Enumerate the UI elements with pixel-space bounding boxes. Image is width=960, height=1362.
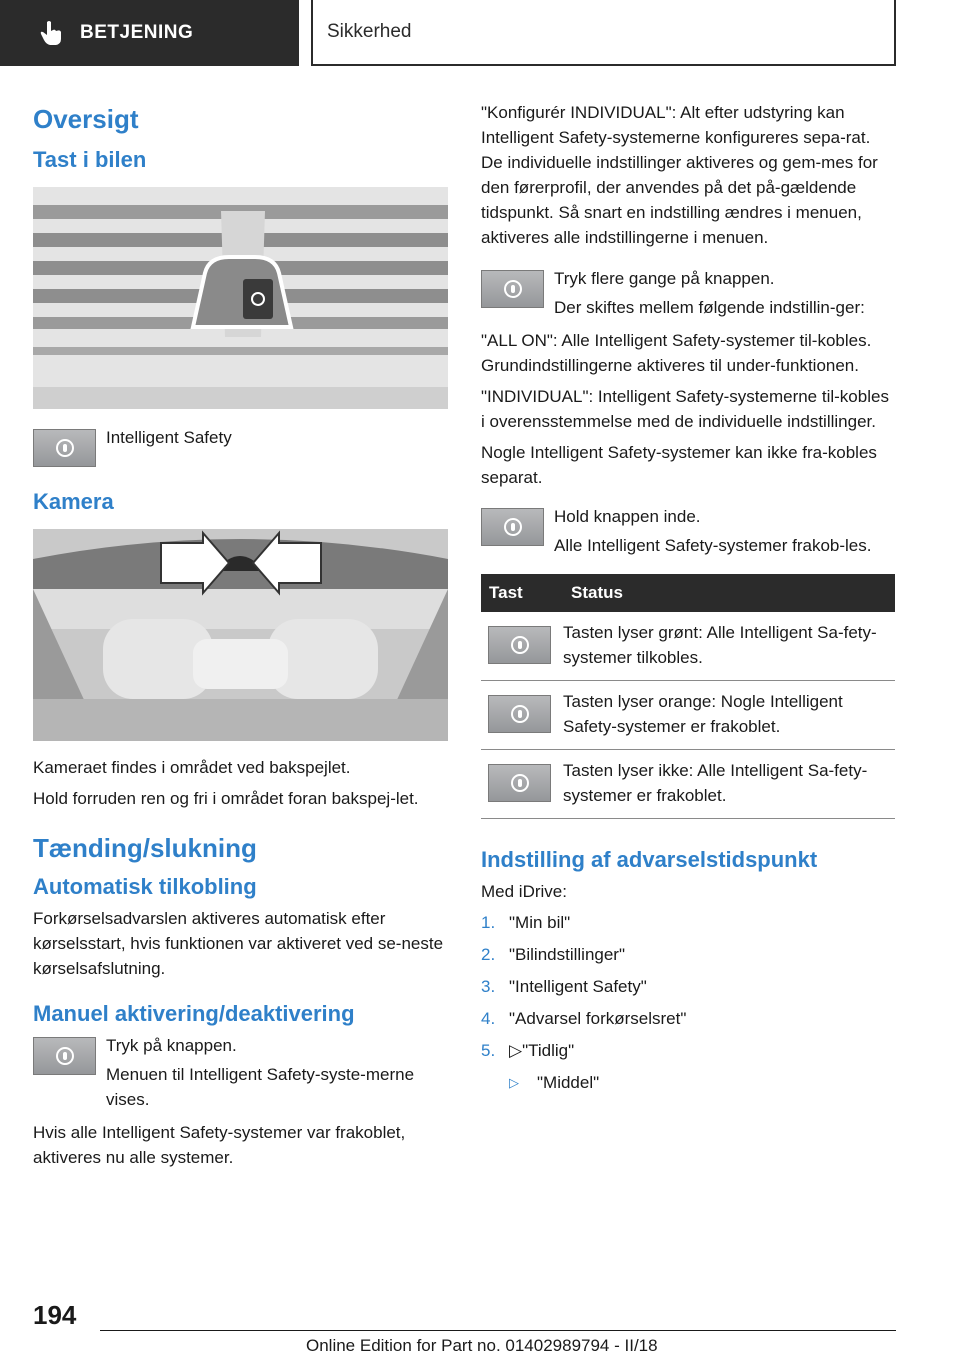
press-repeat-text: Tryk flere gange på knappen. bbox=[554, 269, 775, 288]
footer-divider bbox=[100, 1330, 896, 1331]
section-title: BETJENING bbox=[80, 22, 194, 43]
left-column bbox=[33, 96, 448, 1176]
manual-text-3: Hvis alle Intelligent Safety-systemer var frakoblet, aktiveres nu alle systemer. bbox=[33, 1123, 406, 1167]
camera-photo bbox=[33, 529, 448, 741]
intelligent-safety-button-icon bbox=[33, 429, 96, 467]
heading-advarsel: Indstilling af advarselstidspunkt bbox=[481, 847, 818, 872]
list-item: 4. "Advarsel forkørselsret" bbox=[481, 1009, 687, 1028]
table-row bbox=[481, 750, 895, 819]
heading-taending: Tænding/slukning bbox=[33, 833, 257, 863]
footer-edition: Online Edition for Part no. 01402989794 - II/18 bbox=[306, 1336, 658, 1355]
button-photo bbox=[33, 187, 448, 409]
camera-text-1: Kameraet findes i området ved bakspejlet. bbox=[33, 758, 351, 777]
right-column bbox=[481, 100, 896, 1102]
list-item: 1. "Min bil" bbox=[481, 913, 571, 932]
heading-manuel: Manuel aktivering/deaktivering bbox=[33, 1001, 355, 1026]
button-label: Intelligent Safety bbox=[106, 428, 232, 447]
intelligent-safety-row bbox=[33, 425, 448, 467]
auto-text: Forkørselsadvarslen aktiveres automatisk efter kørselsstart, hvis funktionen var aktiveret ved se-neste kørselsafslutning. bbox=[33, 909, 444, 978]
individual-text: "INDIVIDUAL": Intelligent Safety-systemerne til-kobles i overensstemmelse med de individuelle indstillinger. bbox=[481, 387, 889, 431]
table-header-tast: Tast bbox=[481, 574, 563, 612]
hand-pointer-icon bbox=[40, 20, 64, 46]
chapter-header bbox=[311, 0, 896, 66]
idrive-text: Med iDrive: bbox=[481, 882, 567, 901]
hold-button-row bbox=[481, 504, 896, 562]
button-off-icon bbox=[488, 764, 551, 802]
manual-text-1: Tryk på knappen. bbox=[106, 1036, 237, 1055]
list-item: 5. ▷ "Tidlig" bbox=[481, 1038, 896, 1063]
manual-button-row bbox=[33, 1033, 448, 1116]
triangle-bullet-icon: ▷ bbox=[509, 1041, 523, 1060]
table-header-status: Status bbox=[563, 574, 895, 612]
page-number: 194 bbox=[33, 1300, 77, 1330]
press-repeat-row bbox=[481, 266, 896, 324]
heading-kamera: Kamera bbox=[33, 489, 114, 514]
hold-text: Hold knappen inde. bbox=[554, 507, 701, 526]
table-row bbox=[481, 612, 895, 681]
section-tab bbox=[0, 0, 299, 66]
triangle-bullet-icon: ▷ bbox=[509, 1075, 519, 1090]
button-green-icon bbox=[488, 626, 551, 664]
some-systems-text: Nogle Intelligent Safety-systemer kan ikke fra-kobles separat. bbox=[481, 443, 877, 487]
all-off-text: Alle Intelligent Safety-systemer frakob-les. bbox=[554, 536, 872, 555]
camera-text-2: Hold forruden ren og fri i området foran bakspej-let. bbox=[33, 789, 419, 808]
table-cell: Tasten lyser orange: Nogle Intelligent Safety-systemer er frakoblet. bbox=[563, 681, 895, 750]
status-table bbox=[481, 574, 895, 819]
list-item: 2. "Bilindstillinger" bbox=[481, 945, 626, 964]
config-text: "Konfigurér INDIVIDUAL": Alt efter udstyring kan Intelligent Safety-systemerne konfigureres sepa-rat. De individuelle indstillinger aktiveres og gem-mes for den førerprofil, der anvendes på det på-gældende tidspunkt. Så snart en indstilling ændres i menuen, aktiveres alle indstillingerne i menuen. bbox=[481, 103, 878, 247]
list-item: 3. "Intelligent Safety" bbox=[481, 977, 647, 996]
table-row bbox=[481, 681, 895, 750]
safety-button-icon bbox=[481, 270, 544, 308]
button-orange-icon bbox=[488, 695, 551, 733]
sub-list-item: ▷ "Middel" bbox=[481, 1070, 896, 1095]
chapter-title: Sikkerhed bbox=[327, 21, 412, 42]
heading-tast: Tast i bilen bbox=[33, 147, 147, 172]
all-on-text: "ALL ON": Alle Intelligent Safety-systemer til-kobles. Grundindstillingerne aktiveres til under-funktionen. bbox=[481, 331, 872, 375]
switch-text: Der skiftes mellem følgende indstillin-ger: bbox=[554, 298, 865, 317]
steps-list bbox=[481, 910, 896, 1063]
heading-automatisk: Automatisk tilkobling bbox=[33, 874, 257, 899]
manual-text-2: Menuen til Intelligent Safety-syste-merne vises. bbox=[106, 1065, 415, 1109]
safety-button-icon bbox=[481, 508, 544, 546]
table-cell: Tasten lyser ikke: Alle Intelligent Sa-fety-systemer er frakoblet. bbox=[563, 750, 895, 819]
table-cell: Tasten lyser grønt: Alle Intelligent Sa-fety-systemer tilkobles. bbox=[563, 612, 895, 681]
heading-oversigt: Oversigt bbox=[33, 104, 139, 134]
